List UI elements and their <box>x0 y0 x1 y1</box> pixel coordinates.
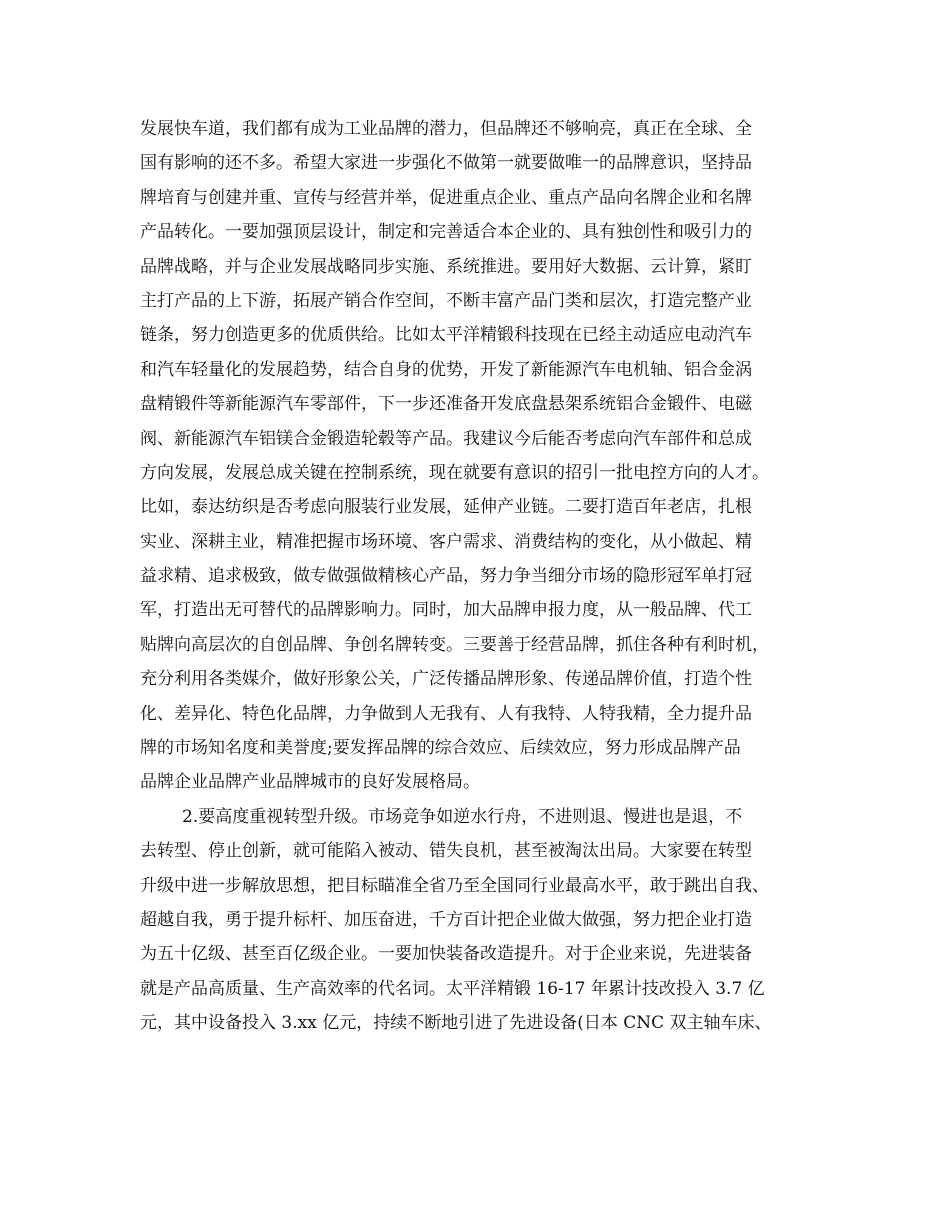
text-line: 品牌企业品牌产业品牌城市的良好发展格局。 <box>140 772 480 793</box>
text-line: 为五十亿级、甚至百亿级企业。一要加快装备改造提升。对于企业来说，先进装备 <box>140 944 752 965</box>
text-line: 和汽车轻量化的发展趋势，结合自身的优势，开发了新能源汽车电机轴、铝合金涡 <box>140 359 752 380</box>
text-line: 贴牌向高层次的自创品牌、争创名牌转变。三要善于经营品牌，抓住各种有利时机， <box>140 634 769 655</box>
text-line: 军，打造出无可替代的品牌影响力。同时，加大品牌申报力度，从一般品牌、代工 <box>140 600 752 621</box>
body-text <box>140 112 830 1041</box>
paragraph-start-line: 2.要高度重视转型升级。市场竞争如逆水行舟，不进则退、慢进也是退，不 <box>182 806 743 827</box>
text-line: 盘精锻件等新能源汽车零部件，下一步还准备开发底盘悬架系统铝合金锻件、电磁 <box>140 394 752 415</box>
text-line: 充分利用各类媒介，做好形象公关，广泛传播品牌形象、传递品牌价值，打造个性 <box>140 669 752 690</box>
text-line: 牌的市场知名度和美誉度;要发挥品牌的综合效应、后续效应，努力形成品牌产品 <box>140 738 741 759</box>
text-line: 实业、深耕主业，精准把握市场环境、客户需求、消费结构的变化，从小做起、精 <box>140 531 752 552</box>
text-line: 方向发展，发展总成关键在控制系统，现在就要有意识的招引一批电控方向的人才。 <box>140 462 769 483</box>
text-line: 升级中进一步解放思想，把目标瞄准全省乃至全国同行业最高水平，敢于跳出自我、 <box>140 875 769 896</box>
text-line: 益求精、追求极致，做专做强做精核心产品，努力争当细分市场的隐形冠军单打冠 <box>140 566 752 587</box>
text-line: 化、差异化、特色化品牌，力争做到人无我有、人有我特、人特我精，全力提升品 <box>140 703 752 724</box>
text-line: 品牌战略，并与企业发展战略同步实施、系统推进。要用好大数据、云计算，紧盯 <box>140 256 752 277</box>
text-line: 主打产品的上下游，拓展产销合作空间，不断丰富产品门类和层次，打造完整产业 <box>140 290 752 311</box>
text-line: 去转型、停止创新，就可能陷入被动、错失良机，甚至被淘汰出局。大家要在转型 <box>140 841 752 862</box>
text-line: 比如，泰达纺织是否考虑向服装行业发展，延伸产业链。二要打造百年老店，扎根 <box>140 497 752 518</box>
text-line: 发展快车道，我们都有成为工业品牌的潜力，但品牌还不够响亮，真正在全球、全 <box>140 119 752 139</box>
text-line: 国有影响的还不多。希望大家进一步强化不做第一就要做唯一的品牌意识，坚持品 <box>140 153 752 174</box>
text-line: 链条，努力创造更多的优质供给。比如太平洋精锻科技现在已经主动适应电动汽车 <box>140 325 752 346</box>
text-line: 牌培育与创建并重、宣传与经营并举，促进重点企业、重点产品向名牌企业和名牌 <box>140 187 752 208</box>
text-line: 阀、新能源汽车铝镁合金锻造轮毂等产品。我建议今后能否考虑向汽车部件和总成 <box>140 428 752 449</box>
text-line: 就是产品高质量、生产高效率的代名词。太平洋精锻 16-17 年累计技改投入 3.7 亿 <box>140 978 765 999</box>
text-line: 产品转化。一要加强顶层设计，制定和完善适合本企业的、具有独创性和吸引力的 <box>140 222 752 243</box>
text-line: 元，其中设备投入 3.xx 亿元，持续不断地引进了先进设备(日本 CNC 双主轴车床、 <box>140 1013 772 1034</box>
text-line: 超越自我，勇于提升标杆、加压奋进，千方百计把企业做大做强，努力把企业打造 <box>140 909 752 930</box>
